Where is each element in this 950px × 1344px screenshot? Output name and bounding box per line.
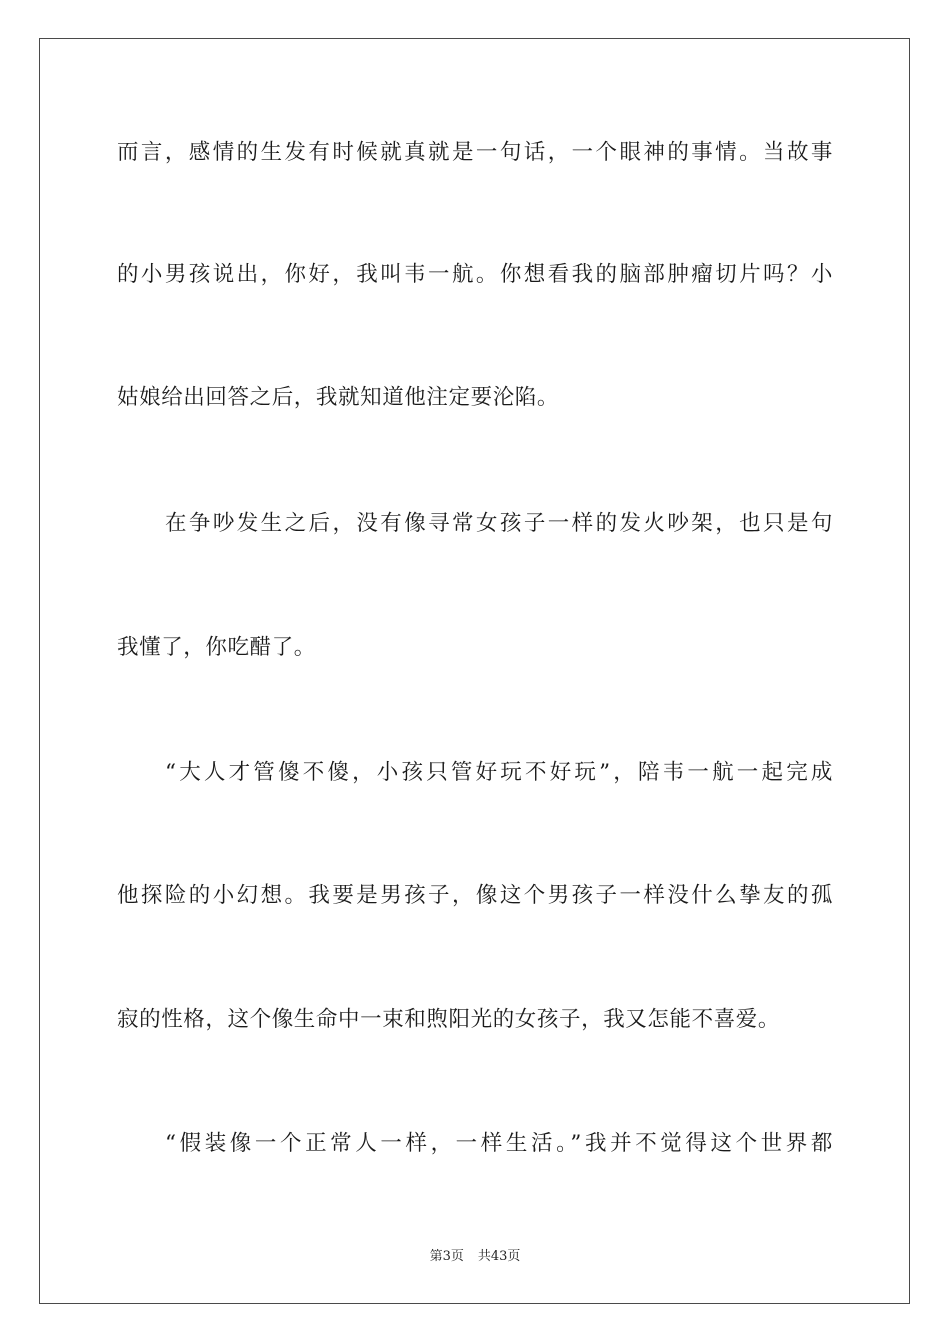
text-line-1: 而言，感情的生发有时候就真就是一句话，一个眼神的事情。当故事 — [117, 140, 833, 165]
text-line-6: “大人才管傻不傻，小孩只管好玩不好玩”，陪韦一航一起完成 — [165, 760, 833, 785]
text-line-3: 姑娘给出回答之后，我就知道他注定要沦陷。 — [117, 385, 560, 410]
page-number: 第3页 — [429, 1249, 464, 1264]
text-line-2: 的小男孩说出，你好，我叫韦一航。你想看我的脑部肿瘤切片吗？小 — [117, 262, 833, 287]
text-line-7: 他探险的小幻想。我要是男孩子，像这个男孩子一样没什么挚友的孤 — [117, 883, 833, 908]
text-line-9: “假装像一个正常人一样，一样生活。”我并不觉得这个世界都 — [165, 1131, 833, 1156]
text-line-4: 在争吵发生之后，没有像寻常女孩子一样的发火吵架，也只是句 — [165, 511, 833, 536]
page-border — [39, 38, 910, 1304]
page-total: 共43页 — [477, 1249, 521, 1264]
text-line-5: 我懂了，你吃醋了。 — [117, 635, 316, 660]
page-footer — [0, 1248, 950, 1266]
text-line-8: 寂的性格，这个像生命中一束和煦阳光的女孩子，我又怎能不喜爱。 — [117, 1007, 781, 1032]
